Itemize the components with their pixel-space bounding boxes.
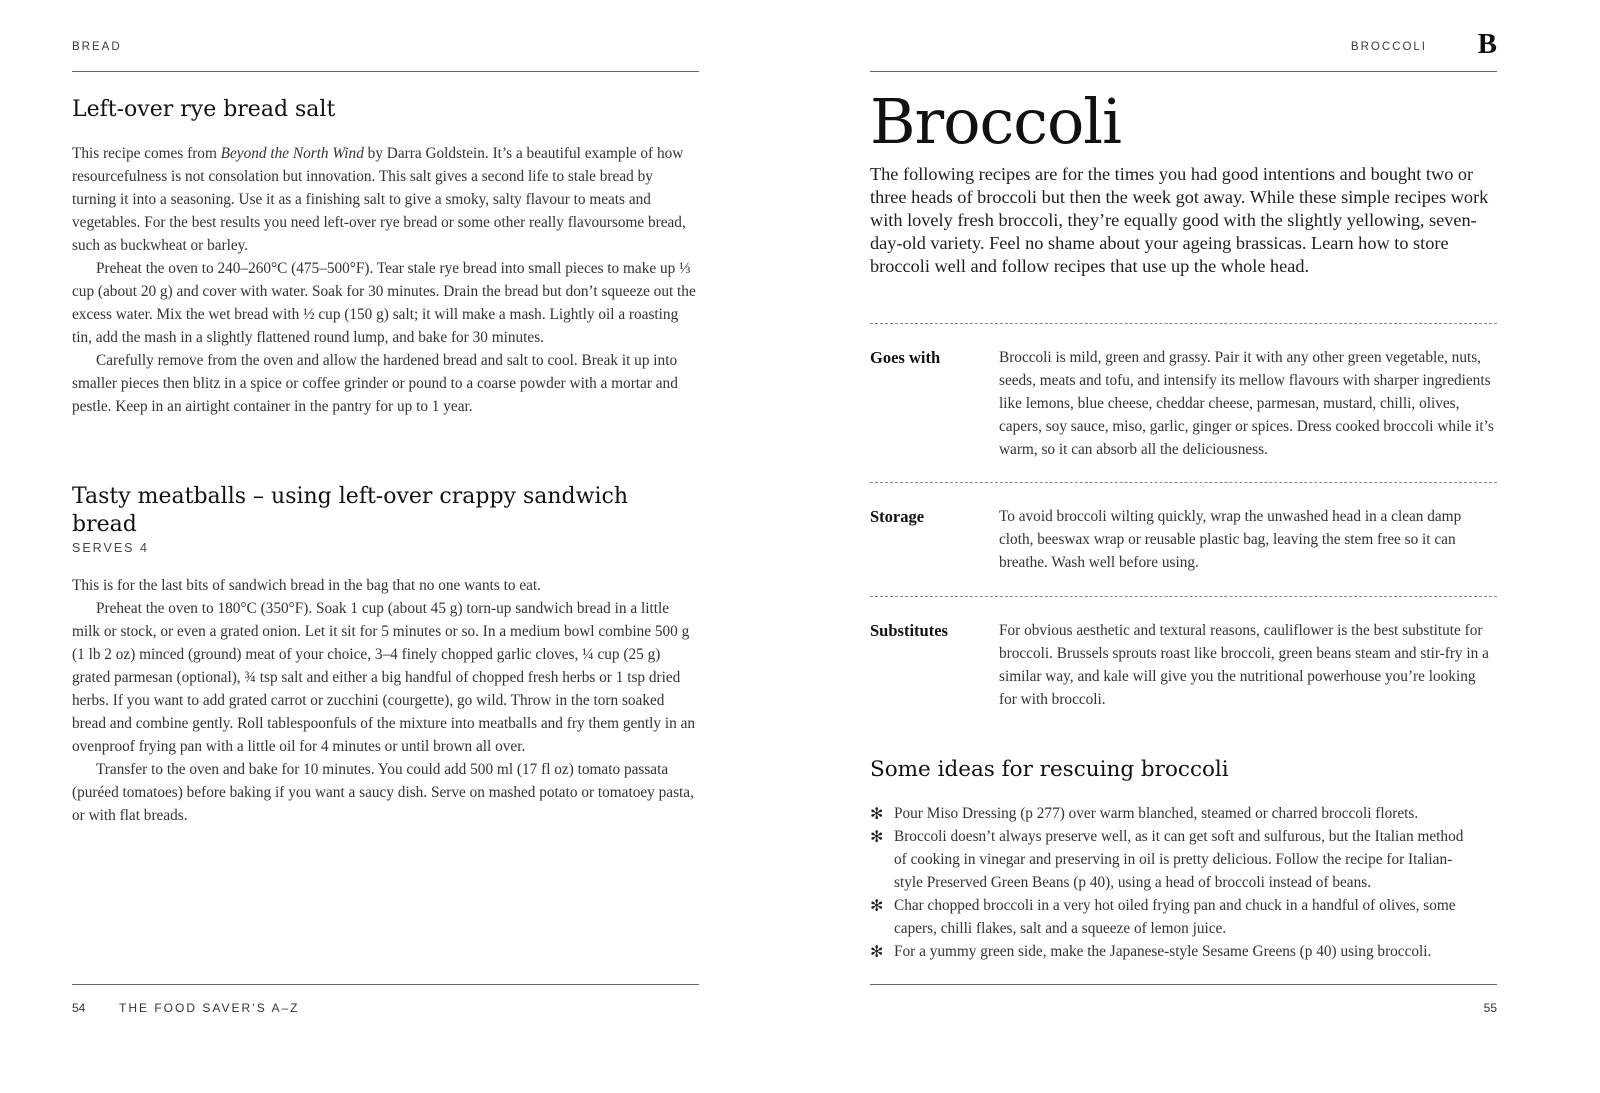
running-head-right: BROCCOLI	[1350, 41, 1427, 53]
asterisk-bullet-icon: ✻	[870, 942, 884, 961]
book-title-italic: Beyond the North Wind	[220, 145, 364, 162]
page-number-right: 55	[1483, 1001, 1497, 1015]
recipe-intro-paragraph: This recipe comes from Beyond the North Wind by Darra Goldstein. It’s a beautiful example of how resourcefulness is not consolation but innovation. This salt gives a second life to stale bread by turning it into a seasoning. Use it as a finishing salt to give a smoky, salty flavour to meats and vegetables. For the best results you need left-over rye bread or some other really flavoursome bread, such as buckwheat or barley.	[72, 145, 686, 254]
page-number-left: 54	[72, 1001, 86, 1015]
list-item: ✻ Pour Miso Dressing (p 277) over warm blanched, steamed or charred broccoli florets.	[870, 804, 1419, 823]
recipe-method-paragraph: Carefully remove from the oven and allow the hardened bread and salt to cool. Break it up into smaller pieces then blitz in a spice or coffee grinder or pound to a coarse powder with a mortar and pestle. Keep in an airtight container in the pantry for up to 1 year.	[72, 352, 678, 415]
recipe-intro-paragraph: This is for the last bits of sandwich bread in the bag that no one wants to eat.	[72, 577, 541, 594]
info-text: Broccoli is mild, green and grassy. Pair it with any other green vegetable, nuts, seeds, meats and tofu, and intensify its mellow flavours with sharper ingredients like lemons, blue cheese, cheddar cheese, parmesan, mustard, chilli, olives, capers, soy sauce, miso, garlic, ginger or spices. Dress cooked broccoli while it’s warm, so it can absorb all the deliciousness.	[999, 349, 1494, 458]
page-title: Broccoli	[870, 85, 1121, 158]
list-item: ✻ Char chopped broccoli in a very hot oiled frying pan and chuck in a handful of olives, some capers, chilli flakes, salt and a squeeze of lemon juice.	[870, 896, 1456, 937]
book-title-footer: THE FOOD SAVER’S A–Z	[119, 1001, 300, 1015]
intro-paragraph: The following recipes are for the times you had good intentions and bought two or three heads of broccoli but then the week got away. While these simple recipes work with lovely fresh broccoli, they’re equally good with the slightly yellowing, seven-day-old variety. Feel no shame about your ageing brassicas. Learn how to store broccoli well and follow recipes that use up the whole head.	[870, 164, 1489, 276]
recipe-method-paragraph: Transfer to the oven and bake for 10 minutes. You could add 500 ml (17 fl oz) tomato passata (puréed tomatoes) before baking if you want a saucy dish. Serve on mashed potato or tomatoey pasta, or with flat breads.	[72, 761, 694, 824]
dashed-divider	[870, 323, 1497, 324]
info-label: Substitutes	[870, 621, 948, 640]
info-text: For obvious aesthetic and textural reasons, cauliflower is the best substitute for broccoli. Brussels sprouts roast like broccoli, green beans steam and stir-fry in a similar way, and kale will give you the nutritional powerhouse you’re looking for with broccoli.	[999, 622, 1489, 708]
info-label: Storage	[870, 507, 925, 526]
header-rule-right	[870, 71, 1497, 72]
ideas-heading: Some ideas for rescuing broccoli	[870, 757, 1229, 782]
recipe-rye-bread-salt	[72, 96, 699, 418]
info-text: To avoid broccoli wilting quickly, wrap the unwashed head in a clean damp cloth, beeswax wrap or reusable plastic bag, leaving the stem free so it can breathe. Wash well before using.	[999, 508, 1462, 571]
running-head-left: BREAD	[72, 41, 122, 53]
serves-label: SERVES 4	[72, 541, 149, 555]
recipe-title: Tasty meatballs – using left-over crappy sandwich bread	[72, 484, 628, 537]
section-letter: B	[1477, 28, 1497, 60]
list-item: ✻ For a yummy green side, make the Japanese-style Sesame Greens (p 40) using broccoli.	[870, 942, 1432, 961]
dashed-divider	[870, 482, 1497, 483]
recipe-method-paragraph: Preheat the oven to 180°C (350°F). Soak 1 cup (about 45 g) torn-up sandwich bread in a little milk or stock, or even a grated onion. Let it sit for 5 minutes or so. In a medium bowl combine 500 g (1 lb 2 oz) minced (ground) meat of your choice, 3–4 finely chopped garlic cloves, ¼ cup (25 g) grated parmesan (optional), ¾ tsp salt and either a big handful of chopped fresh herbs or 1 tsp dried herbs. If you want to add grated carrot or zucchini (courgette), go wild. Throw in the torn soaked bread and combine gently. Roll tablespoonfuls of the mixture into meatballs and fry them gently in an ovenproof frying pan with a little oil for 4 minutes or until brown all over.	[72, 600, 696, 755]
footer-rule-right	[870, 984, 1497, 985]
asterisk-bullet-icon: ✻	[870, 827, 884, 846]
footer-rule-left	[72, 984, 699, 985]
recipe-title: Left-over rye bread salt	[72, 97, 336, 122]
dashed-divider	[870, 596, 1497, 597]
ideas-list	[870, 802, 1470, 963]
info-label: Goes with	[870, 348, 941, 367]
asterisk-bullet-icon: ✻	[870, 896, 884, 915]
asterisk-bullet-icon: ✻	[870, 804, 884, 823]
recipe-method-paragraph: Preheat the oven to 240–260°C (475–500°F). Tear stale rye bread into small pieces to make up ⅓ cup (about 20 g) and cover with water. Soak for 30 minutes. Drain the bread but don’t squeeze out the excess water. Mix the wet bread with ½ cup (150 g) salt; it will make a mash. Lightly oil a roasting tin, add the mash in a slightly flattened round lump, and bake for 30 minutes.	[72, 260, 696, 346]
recipe-tasty-meatballs	[72, 483, 699, 827]
header-rule-left	[72, 71, 699, 72]
list-item: ✻ Broccoli doesn’t always preserve well, as it can get soft and sulfurous, but the Italian method of cooking in vinegar and preserving in oil is pretty delicious. Follow the recipe for Italian-style Preserved Green Beans (p 40), using a head of broccoli instead of beans.	[870, 827, 1464, 891]
